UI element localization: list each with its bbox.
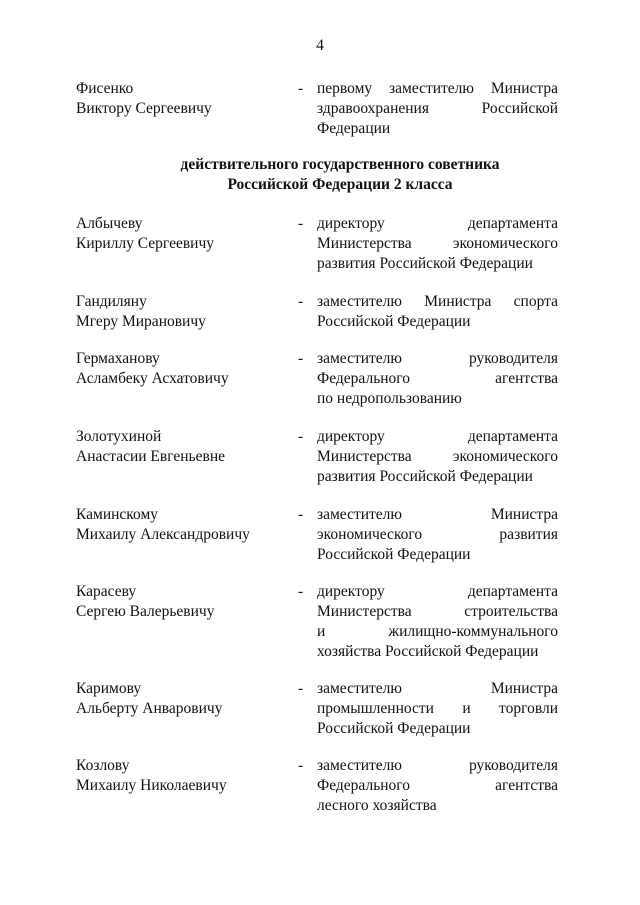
- position-line: заместителю Министра спорта: [317, 293, 558, 310]
- person-name: [76, 582, 291, 622]
- surname: Гандиляну: [76, 293, 147, 310]
- given-names: Асламбеку Асхатовичу: [76, 370, 229, 387]
- position-title: [317, 679, 558, 739]
- position-line: и жилищно-коммунального: [317, 623, 558, 640]
- position-line: директору департамента: [317, 428, 558, 445]
- position-line: заместителю Министра: [317, 506, 558, 523]
- person-name: [76, 292, 291, 332]
- dash-separator: -: [298, 350, 304, 367]
- position-line: развития Российской Федерации: [317, 468, 533, 485]
- person-name: [76, 756, 291, 796]
- given-names: Сергею Валерьевичу: [76, 603, 215, 620]
- surname: Карасеву: [76, 583, 137, 600]
- dash-separator: -: [298, 215, 304, 232]
- heading-line: Российской Федерации 2 класса: [227, 176, 453, 193]
- position-line: Министерства экономического: [317, 448, 558, 465]
- surname: Гермаханову: [76, 350, 160, 367]
- position-line: Министерства строительства: [317, 603, 558, 620]
- position-line: заместителю руководителя: [317, 757, 558, 774]
- person-name: [76, 427, 291, 467]
- surname: Золотухиной: [76, 428, 162, 445]
- heading-line: действительного государственного советника: [180, 156, 500, 173]
- position-line: Министерства экономического: [317, 235, 558, 252]
- position-line: хозяйства Российской Федерации: [317, 643, 539, 660]
- position-line: Российской Федерации: [317, 313, 471, 330]
- position-line: Федерации: [317, 120, 391, 137]
- person-name: [76, 214, 291, 254]
- position-title: [317, 505, 558, 565]
- position-title: [317, 214, 558, 274]
- position-line: заместителю руководителя: [317, 350, 558, 367]
- dash-separator: -: [298, 757, 304, 774]
- given-names: Анастасии Евгеньевне: [76, 448, 225, 465]
- position-line: Федерального агентства: [317, 777, 558, 794]
- position-line: Российской Федерации: [317, 546, 471, 563]
- position-line: первому заместителю Министра: [317, 80, 558, 97]
- section-heading: [0, 155, 640, 195]
- dash-separator: -: [298, 428, 304, 445]
- dash-separator: -: [298, 80, 304, 97]
- position-line: здравоохранения Российской: [317, 100, 558, 117]
- position-line: Федерального агентства: [317, 370, 558, 387]
- position-line: лесного хозяйства: [317, 797, 437, 814]
- given-names: Мгеру Мирановичу: [76, 313, 206, 330]
- given-names: Михаилу Николаевичу: [76, 777, 227, 794]
- dash-separator: -: [298, 506, 304, 523]
- dash-separator: -: [298, 680, 304, 697]
- position-title: [317, 582, 558, 662]
- position-title: [317, 427, 558, 487]
- person-name: [76, 79, 291, 119]
- position-line: экономического развития: [317, 526, 558, 543]
- given-names: Виктору Сергеевичу: [76, 100, 212, 117]
- dash-separator: -: [298, 583, 304, 600]
- person-name: [76, 349, 291, 389]
- surname: Козлову: [76, 757, 130, 774]
- position-title: [317, 756, 558, 816]
- position-line: директору департамента: [317, 215, 558, 232]
- position-line: развития Российской Федерации: [317, 255, 533, 272]
- person-name: [76, 505, 291, 545]
- given-names: Кириллу Сергеевичу: [76, 235, 215, 252]
- page-number: 4: [316, 37, 324, 54]
- surname: Каминскому: [76, 506, 159, 523]
- position-line: Российской Федерации: [317, 720, 471, 737]
- position-line: заместителю Министра: [317, 680, 558, 697]
- surname: Фисенко: [76, 80, 134, 97]
- position-line: директору департамента: [317, 583, 558, 600]
- dash-separator: -: [298, 293, 304, 310]
- position-line: промышленности и торговли: [317, 700, 558, 717]
- position-title: [317, 349, 558, 409]
- surname: Каримову: [76, 680, 142, 697]
- position-title: [317, 292, 558, 332]
- given-names: Альберту Анваровичу: [76, 700, 223, 717]
- position-line: по недропользованию: [317, 390, 462, 407]
- person-name: [76, 679, 291, 719]
- surname: Албычеву: [76, 215, 143, 232]
- given-names: Михаилу Александровичу: [76, 526, 250, 543]
- position-title: [317, 79, 558, 139]
